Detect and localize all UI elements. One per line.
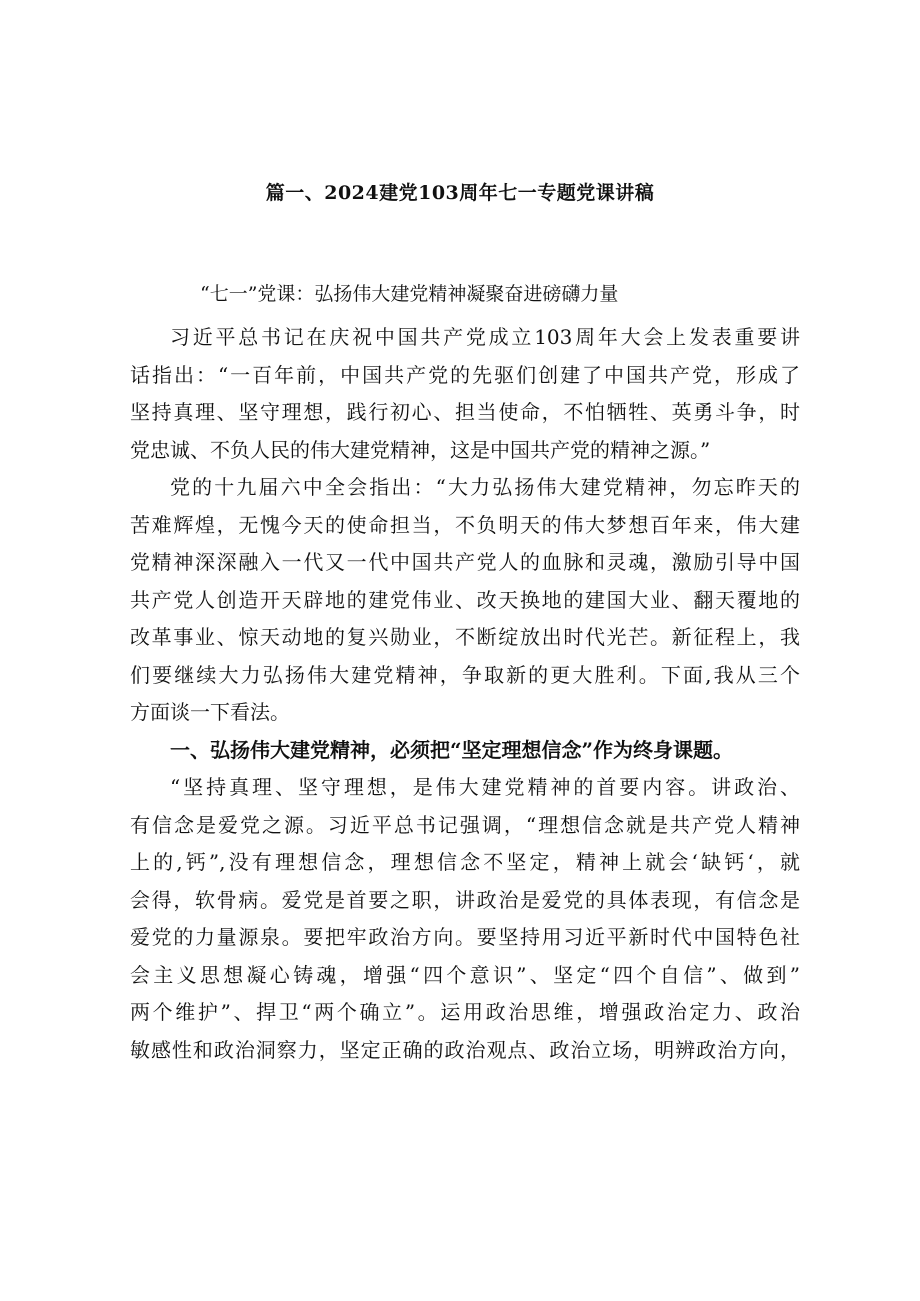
- paragraph-line: 敏感性和政治洞察力，坚定正确的政治观点、政治立场，明辨政治方向，: [130, 1037, 800, 1062]
- paragraph-line: 们要继续大力弘扬伟大建党精神，争取新的更大胜利。下面,我从三个: [130, 662, 800, 687]
- section-heading-line: 一、弘扬伟大建党精神，必须把“坚定理想信念”作为终身课题。: [170, 737, 734, 762]
- document-body: [130, 319, 800, 1069]
- section-heading-1: [130, 732, 800, 770]
- document-title: 篇一、2024建党103周年七一专题党课讲稿: [265, 182, 655, 204]
- paragraph-line: 党忠诚、不负人民的伟大建党精神，这是中国共产党的精神之源。”: [130, 437, 711, 462]
- paragraph-plenum-quote: [130, 469, 800, 732]
- document-subtitle: “七一”党课：弘扬伟大建党精神凝聚奋进磅礴力量: [200, 283, 619, 305]
- paragraph-line: 会主义思想凝心铸魂，增强“四个意识”、坚定“四个自信”、做到”: [130, 962, 800, 987]
- paragraph-line: 党的十九届六中全会指出：“大力弘扬伟大建党精神，勿忘昨天的: [170, 475, 800, 499]
- paragraph-line: 两个维护”、捍卫“两个确立”。运用政治思维，增强政治定力、政治: [130, 1000, 800, 1024]
- paragraph-line: 坚持真理、坚守理想，践行初心、担当使命，不怕牺牲、英勇斗争，时: [130, 400, 800, 424]
- paragraph-line: 苦难辉煌，无愧今天的使命担当，不负明天的伟大梦想百年来，伟大建: [130, 512, 800, 537]
- paragraph-ideals: [130, 769, 800, 1069]
- paragraph-line: 改革事业、惊天动地的复兴勋业，不断绽放出时代光芒。新征程上，我: [130, 625, 800, 649]
- paragraph-line: 话指出：“一百年前，中国共产党的先驱们创建了中国共产党，形成了: [130, 362, 800, 387]
- paragraph-line: 共产党人创造开天辟地的建党伟业、改天换地的建国大业、翻天覆地的: [130, 587, 800, 612]
- paragraph-line: 党精神深深融入一代又一代中国共产党人的血脉和灵魂，激励引导中国: [130, 550, 800, 574]
- paragraph-line: 有信念是爱党之源。习近平总书记强调，“理想信念就是共产党人精神: [130, 812, 800, 837]
- paragraph-line: “坚持真理、坚守理想，是伟大建党精神的首要内容。讲政治、: [170, 775, 800, 799]
- paragraph-intro-quote: [130, 319, 800, 469]
- paragraph-line: 方面谈一下看法。: [130, 700, 290, 724]
- paragraph-line: 爱党的力量源泉。要把牢政治方向。要坚持用习近平新时代中国特色社: [130, 925, 800, 949]
- paragraph-line: 上的,钙”,没有理想信念，理想信念不坚定，精神上就会‘缺钙‘，就: [130, 850, 800, 874]
- paragraph-line: 会得，软骨病。爱党是首要之职，讲政治是爱党的具体表现，有信念是: [130, 887, 800, 912]
- paragraph-line: 习近平总书记在庆祝中国共产党成立103周年大会上发表重要讲: [170, 325, 800, 349]
